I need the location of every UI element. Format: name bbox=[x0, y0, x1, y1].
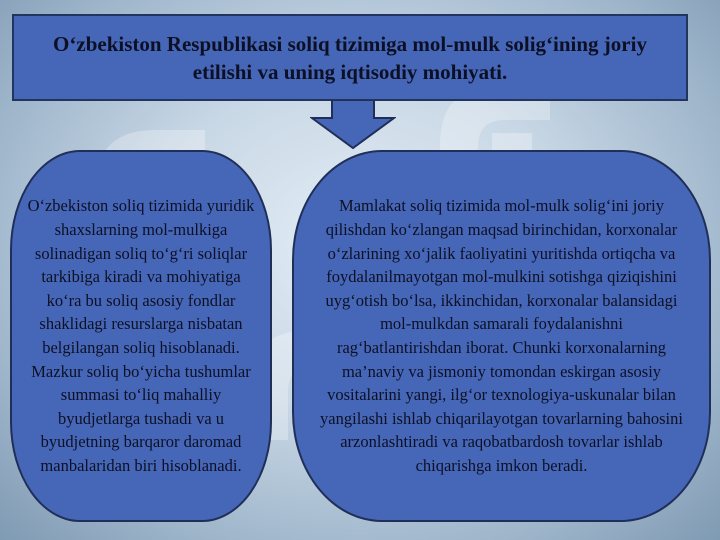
title-box bbox=[12, 14, 688, 101]
down-arrow-icon bbox=[310, 100, 396, 150]
left-paragraph: O‘zbekiston soliq tizimida yuridik shaxslarning mol-mulkiga solinadigan soliq to‘g‘ri soliqlar tarkibiga kiradi va mohiyatiga ko‘ra bu soliq asosiy fondlar shaklidagi resurslarga nisbatan belgilangan soliq hisoblanadi. Mazkur soliq bo‘yicha tushumlar summasi to‘liq mahalliy byudjetlarga tushadi va u byudjetning barqaror daromad manbalaridan biri hisoblanadi. bbox=[27, 196, 255, 475]
right-text-box bbox=[292, 150, 711, 522]
slide-title: O‘zbekiston Respublikasi soliq tizimiga mol-mulk solig‘ining joriy etilishi va uning iqtisodiy mohiyati. bbox=[53, 31, 647, 84]
right-paragraph: Mamlakat soliq tizimida mol-mulk solig‘ini joriy qilishdan ko‘zlangan maqsad birinchidan, korxonalar o‘zlarining xo‘jalik faoliyatini yuritishda ortiqcha va foydalanilmayotgan mol-mulkini sotishga qiziqishini uyg‘otish bo‘lsa, ikkinchidan, korxonalar balansidagi mol-mulkdan samarali foydalanishni rag‘batlantirishdan iborat. Chunki korxonalarning ma’naviy va jismoniy tomondan eskirgan asosiy vositalarini yangi, ilg‘or texnologiya-uskunalar bilan yangilashi ishlab chiqarilayotgan tovarlarning bahosini arzonlashtiradi va raqobatbardosh tovarlar ishlab chiqarishga imkon beradi. bbox=[320, 196, 683, 475]
left-text-box bbox=[10, 150, 272, 522]
